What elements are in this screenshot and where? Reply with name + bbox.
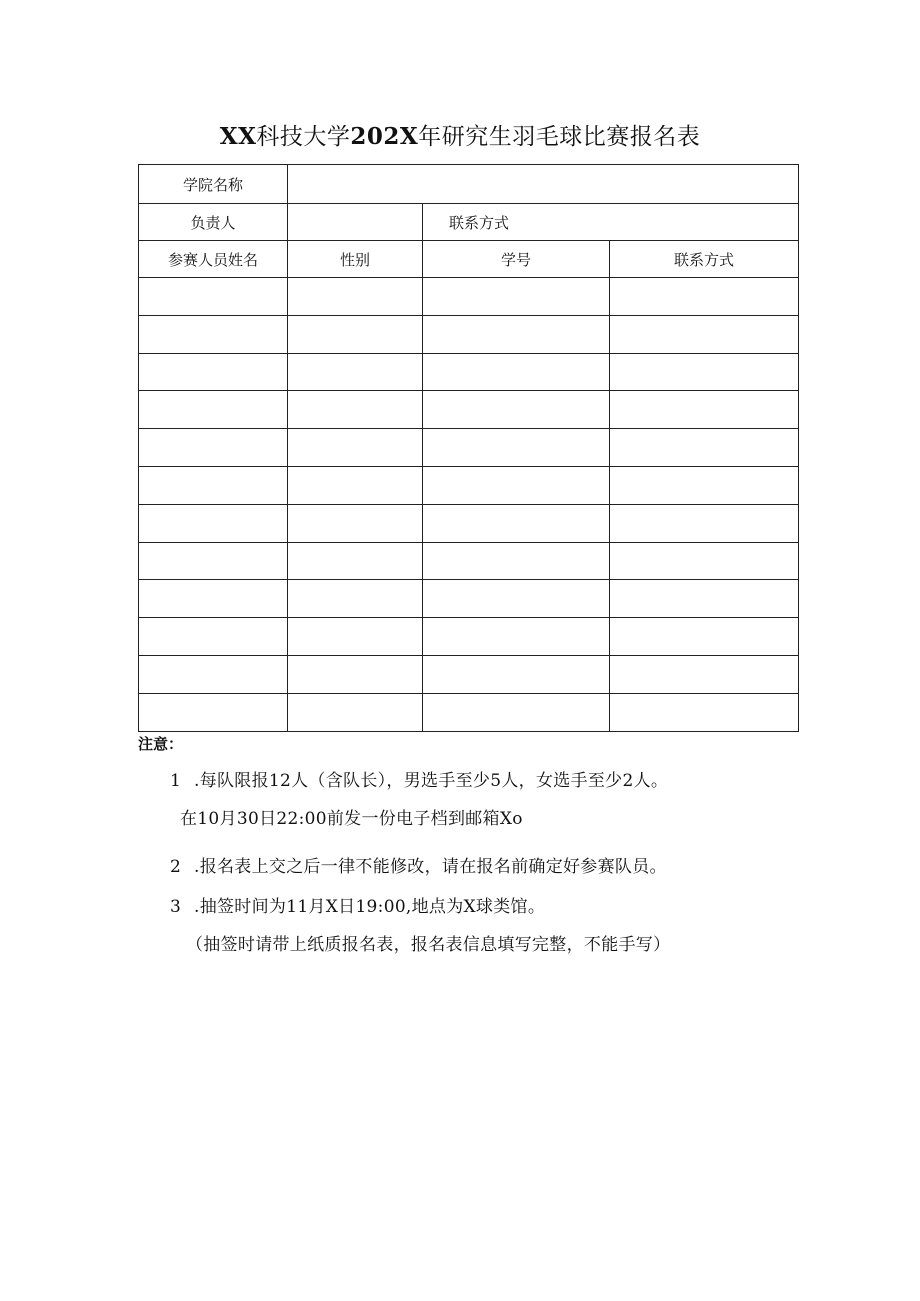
- participant-row: [139, 504, 799, 542]
- registration-table: [138, 164, 799, 732]
- note-text: （抽签时请带上纸质报名表，报名表信息填写完整，不能手写）: [186, 935, 671, 955]
- participant-contact-cell[interactable]: [610, 504, 799, 542]
- participant-row: [139, 655, 799, 693]
- note-text: .报名表上交之后一律不能修改，请在报名前确定好参赛队员。: [194, 857, 667, 877]
- note-item-2: [170, 855, 667, 879]
- column-header-row: [139, 241, 799, 278]
- participant-contact-cell[interactable]: [610, 580, 799, 618]
- participant-name-cell[interactable]: [139, 655, 288, 693]
- participant-student-id-cell[interactable]: [423, 353, 610, 391]
- title-prefix: XX: [219, 123, 257, 150]
- participant-name-cell[interactable]: [139, 315, 288, 353]
- participant-student-id-cell[interactable]: [423, 655, 610, 693]
- leader-contact-cell[interactable]: [423, 204, 799, 241]
- participant-contact-cell[interactable]: [610, 315, 799, 353]
- participant-gender-cell[interactable]: [288, 429, 423, 467]
- participant-name-cell[interactable]: [139, 391, 288, 429]
- note-item-1: [170, 769, 668, 793]
- participant-name-cell[interactable]: [139, 466, 288, 504]
- participant-row: [139, 580, 799, 618]
- participant-student-id-cell[interactable]: [423, 466, 610, 504]
- participant-gender-cell[interactable]: [288, 542, 423, 580]
- title-part1: 科技大学: [256, 124, 351, 150]
- participant-name-cell[interactable]: [139, 693, 288, 731]
- page-title: [0, 120, 920, 154]
- note-number: 1: [170, 771, 182, 791]
- participant-student-id-cell[interactable]: [423, 391, 610, 429]
- participant-contact-cell[interactable]: [610, 655, 799, 693]
- participant-row: [139, 391, 799, 429]
- participant-name-cell[interactable]: [139, 504, 288, 542]
- participant-gender-cell[interactable]: [288, 504, 423, 542]
- participant-name-cell[interactable]: [139, 580, 288, 618]
- college-label: 学院名称: [139, 165, 288, 204]
- participant-contact-cell[interactable]: [610, 542, 799, 580]
- leader-label: 负责人: [139, 204, 288, 241]
- participant-contact-cell[interactable]: [610, 278, 799, 316]
- note-text: .抽签时间为11月X日19:00,地点为X球类馆。: [194, 897, 546, 917]
- participant-name-cell[interactable]: [139, 542, 288, 580]
- note-number: 3: [170, 897, 182, 917]
- column-header-name: 参赛人员姓名: [139, 241, 288, 278]
- participant-gender-cell[interactable]: [288, 618, 423, 656]
- participant-gender-cell[interactable]: [288, 693, 423, 731]
- participant-row: [139, 542, 799, 580]
- note-item-3-continuation: [186, 933, 670, 957]
- participant-student-id-cell[interactable]: [423, 429, 610, 467]
- participant-name-cell[interactable]: [139, 618, 288, 656]
- participant-name-cell[interactable]: [139, 353, 288, 391]
- participant-contact-cell[interactable]: [610, 429, 799, 467]
- participant-student-id-cell[interactable]: [423, 618, 610, 656]
- column-header-contact: 联系方式: [610, 241, 799, 278]
- title-year: 202X: [350, 123, 419, 150]
- participant-row: [139, 315, 799, 353]
- participant-row: [139, 429, 799, 467]
- participant-contact-cell[interactable]: [610, 618, 799, 656]
- participant-row: [139, 618, 799, 656]
- participant-student-id-cell[interactable]: [423, 504, 610, 542]
- participant-gender-cell[interactable]: [288, 315, 423, 353]
- college-input-cell[interactable]: [288, 165, 799, 204]
- note-text: .每队限报12人（含队长），男选手至少5人，女选手至少2人。: [194, 771, 669, 791]
- participant-contact-cell[interactable]: [610, 391, 799, 429]
- participant-contact-cell[interactable]: [610, 693, 799, 731]
- participant-student-id-cell[interactable]: [423, 542, 610, 580]
- participant-row: [139, 693, 799, 731]
- note-item-1-continuation: [180, 807, 523, 831]
- participant-name-cell[interactable]: [139, 429, 288, 467]
- participant-contact-cell[interactable]: [610, 353, 799, 391]
- college-row: [139, 165, 799, 204]
- participant-gender-cell[interactable]: [288, 466, 423, 504]
- participant-student-id-cell[interactable]: [423, 278, 610, 316]
- participant-student-id-cell[interactable]: [423, 693, 610, 731]
- title-part2: 年研究生羽毛球比赛报名表: [418, 124, 701, 150]
- column-header-gender: 性别: [288, 241, 423, 278]
- column-header-student-id: 学号: [423, 241, 610, 278]
- participant-gender-cell[interactable]: [288, 391, 423, 429]
- participant-gender-cell[interactable]: [288, 580, 423, 618]
- note-number: 2: [170, 857, 182, 877]
- participant-row: [139, 353, 799, 391]
- participant-contact-cell[interactable]: [610, 466, 799, 504]
- participant-name-cell[interactable]: [139, 278, 288, 316]
- participant-gender-cell[interactable]: [288, 353, 423, 391]
- participant-student-id-cell[interactable]: [423, 580, 610, 618]
- leader-contact-label: 联系方式: [449, 213, 510, 232]
- leader-input-cell[interactable]: [288, 204, 423, 241]
- leader-row: [139, 204, 799, 241]
- participant-gender-cell[interactable]: [288, 655, 423, 693]
- participant-gender-cell[interactable]: [288, 278, 423, 316]
- participant-row: [139, 466, 799, 504]
- participant-row: [139, 278, 799, 316]
- note-text: 在10月30日22:00前发一份电子档到邮箱Xo: [180, 809, 523, 829]
- participant-rows: [139, 278, 799, 732]
- participant-student-id-cell[interactable]: [423, 315, 610, 353]
- notes-label: 注意：: [138, 735, 184, 753]
- note-item-3: [170, 895, 545, 919]
